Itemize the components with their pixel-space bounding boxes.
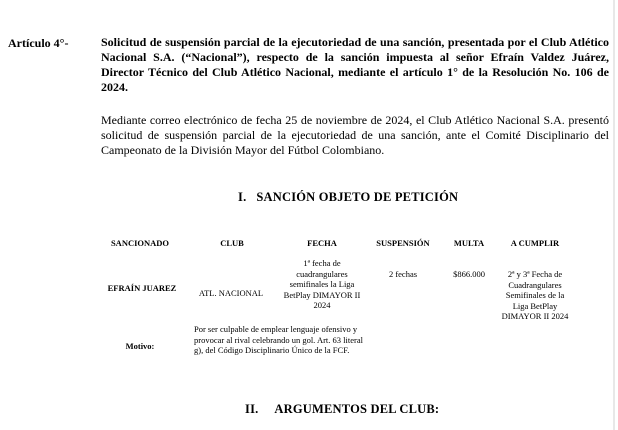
motivo-label: Motivo: (125, 341, 155, 351)
article-intro-paragraph: Mediante correo electrónico de fecha 25 de noviembre de 2024, el Club Atlético Nacional S.A. presentó solicitud de suspensión parcial de la ejecutoriedad de una sanción, ante el Comité Disciplinario del Campeonato de la División Mayor del Fútbol Colombiano. (101, 113, 609, 157)
motivo-text: Por ser culpable de emplear lenguaje ofensivo y provocar al rival celebrando un gol. Art. 63 literal g), del Código Disciplinario Único de la FCF. (194, 324, 363, 355)
column-header-club: CLUB (220, 238, 244, 248)
cell-suspension: 2 fechas (388, 269, 418, 279)
column-header-fecha: FECHA (307, 238, 337, 248)
cell-club: ATL. NACIONAL (198, 288, 264, 298)
column-header-a-cumplir: A CUMPLIR (510, 238, 560, 248)
section-heading-argumentos: II. ARGUMENTOS DEL CLUB: (245, 402, 440, 416)
article-label: Artículo 4°- (8, 36, 69, 50)
cell-a-cumplir: 2ª y 3ª Fecha de Cuadrangulares Semifinales de la Liga BetPlay DIMAYOR II 2024 (501, 269, 569, 321)
column-header-suspension: SUSPENSIÓN (376, 238, 430, 248)
column-header-sancionado: SANCIONADO (110, 238, 170, 248)
cell-sancionado: EFRAÍN JUAREZ (107, 283, 177, 293)
article-title: Solicitud de suspensión parcial de la ejecutoriedad de una sanción, presentada por el Club Atlético Nacional S.A. (“Nacional”), respecto de la sanción impuesta al señor Efraín Valdez Juárez, Director Técnico del Club Atlético Nacional, mediante el artículo 1° de la Resolución No. 106 de 2024. (101, 35, 609, 94)
section-heading-sancion: I. SANCIÓN OBJETO DE PETICIÓN (238, 190, 459, 204)
cell-fecha: 1ª fecha de cuadrangulares semifinales la Liga BetPlay DIMAYOR II 2024 (283, 258, 361, 310)
cell-multa: $866.000 (453, 269, 485, 279)
column-header-multa: MULTA (453, 238, 485, 248)
